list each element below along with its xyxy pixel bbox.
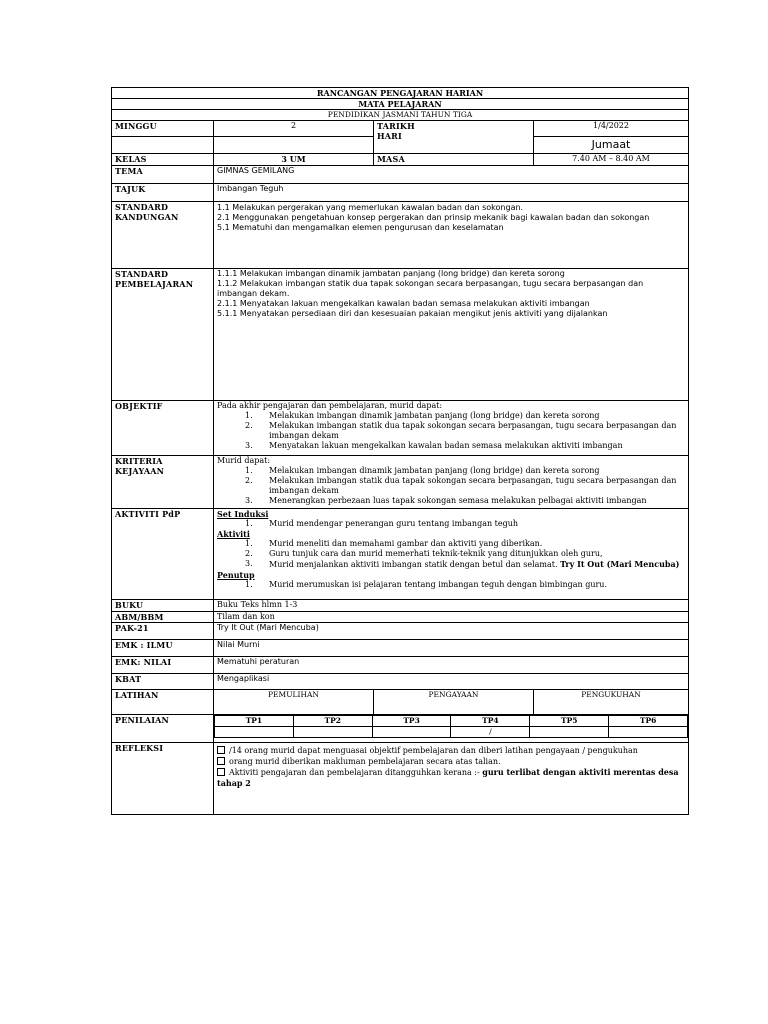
sk-item: 1.1 Melakukan pergerakan yang memerlukan kawalan badan dan sokongan. (217, 203, 524, 212)
emk-nilai-label: EMK: NILAI (112, 657, 214, 674)
minggu-value: 2 (214, 121, 374, 137)
subject-label: MATA PELAJARAN (112, 99, 689, 110)
objektif-label: OBJEKTIF (112, 401, 214, 456)
tarikh-hari-label (374, 121, 534, 154)
buku-value: Buku Teks hlmn 1-3 (214, 600, 689, 612)
list-item: 1. Murid merumuskan isi pelajaran tentang imbangan teguh dengan bimbingan guru. (245, 580, 607, 589)
tajuk-value: Imbangan Teguh (214, 184, 689, 202)
emk-ilmu-value: Nilai Murni (214, 640, 689, 657)
tp-header: TP6 (609, 716, 688, 727)
tp-cell[interactable] (609, 727, 688, 738)
latihan-pengayaan: PENGAYAAN (374, 690, 534, 715)
tp-cell[interactable] (372, 727, 451, 738)
minggu-label: MINGGU (112, 121, 214, 137)
refleksi-content (214, 743, 689, 815)
latihan-pemulihan: PEMULIHAN (214, 690, 374, 715)
tp-header: TP5 (530, 716, 609, 727)
sk-list (214, 202, 689, 269)
sp-item: 5.1.1 Menyatakan persediaan diri dan kesesuaian pakaian mengikut jenis aktiviti yang dijalankan (217, 309, 608, 318)
checkbox[interactable] (217, 768, 225, 776)
list-item: 1. Melakukan imbangan dinamik jambatan panjang (long bridge) dan kereta sorong (245, 466, 600, 475)
latihan-pengukuhan: PENGUKUHAN (534, 690, 689, 715)
sk-label: STANDARD KANDUNGAN (112, 202, 214, 269)
objektif-intro: Pada akhir pengajaran dan pembelajaran, murid dapat: (217, 401, 443, 410)
set-induksi-heading: Set Induksi (217, 509, 269, 519)
tarikh-value: 1/4/2022 (534, 121, 689, 137)
refleksi-line-1: /14 orang murid dapat menguasai objektif pembelajaran dan diberi latihan pengayaan / pengukuhan (217, 745, 685, 756)
list-item: 1. Murid meneliti dan memahami gambar dan aktiviti yang diberikan. (245, 539, 543, 548)
penutup-heading: Penutup (217, 570, 255, 580)
kbat-value: Mengaplikasi (214, 674, 689, 690)
tp-header: TP2 (293, 716, 372, 727)
emk-nilai-value: Mematuhi peraturan (214, 657, 689, 674)
lesson-plan-table (111, 87, 689, 815)
tp-cell[interactable] (530, 727, 609, 738)
tajuk-label: TAJUK (112, 184, 214, 202)
hari-label: HARI (377, 131, 402, 141)
tema-value: GIMNAS GEMILANG (214, 166, 689, 184)
masa-value: 7.40 AM – 8.40 AM (534, 154, 689, 166)
list-item: 1. Murid mendengar penerangan guru tentang imbangan teguh (245, 519, 519, 528)
list-item: 2. Melakukan imbangan statik dua tapak sokongan secara berpasangan, tugu secara berpasangan dan imbangan dekam (245, 421, 677, 440)
sk-item: 5.1 Mematuhi dan mengamalkan elemen pengurusan dan keselamatan (217, 223, 504, 232)
penilaian-grid (214, 715, 689, 743)
refleksi-label: REFLEKSI (112, 743, 214, 815)
aktiviti-label: AKTIVITI PdP (112, 509, 214, 600)
sp-label: STANDARD PEMBELAJARAN (112, 269, 214, 401)
checkbox[interactable] (217, 746, 225, 754)
list-item: 2. Melakukan imbangan statik dua tapak sokongan secara berpasangan, tugu secara berpasangan dan imbangan dekam (245, 476, 677, 495)
objektif-content (214, 401, 689, 456)
emk-ilmu-label: EMK : ILMU (112, 640, 214, 657)
hari-value: Jumaat (534, 137, 689, 154)
sp-item: 2.1.1 Menyatakan lakuan mengekalkan kawalan badan semasa melakukan aktiviti imbangan (217, 299, 590, 308)
latihan-label: LATIHAN (112, 690, 214, 715)
sp-item: 1.1.1 Melakukan imbangan dinamik jambatan panjang (long bridge) dan kereta sorong (217, 269, 565, 278)
kelas-label: KELAS (112, 154, 214, 166)
pak21-label: PAK-21 (112, 623, 214, 640)
sp-list (214, 269, 689, 401)
kelas-value: 3 UM (214, 154, 374, 166)
checkbox[interactable] (217, 757, 225, 765)
buku-label: BUKU (112, 600, 214, 612)
list-item: 3. Murid menjalankan aktiviti imbangan statik dengan betul dan selamat. Try It Out (Mari Mencuba) (245, 559, 680, 569)
tp-header: TP3 (372, 716, 451, 727)
tp-header: TP4 (451, 716, 530, 727)
refleksi-line-2: orang murid diberikan makluman pembelajaran secara atas talian. (217, 756, 685, 767)
penilaian-label: PENILAIAN (112, 715, 214, 743)
sk-item: 2.1 Menggunakan pengetahuan konsep pergerakan dan prinsip mekanik bagi kawalan badan dan sokongan (217, 213, 650, 222)
kbat-label: KBAT (112, 674, 214, 690)
refleksi-line-3: Aktiviti pengajaran dan pembelajaran ditangguhkan kerana :- guru terlibat dengan aktiviti merentas desa tahap 2 (217, 767, 679, 788)
aktiviti-content (214, 509, 689, 600)
list-item: 2. Guru tunjuk cara dan murid memerhati teknik-teknik yang ditunjukkan oleh guru, (245, 549, 603, 558)
tp-header: TP1 (215, 716, 294, 727)
list-item: 1. Melakukan imbangan dinamik jambatan panjang (long bridge) dan kereta sorong (245, 411, 600, 420)
kriteria-label: KRITERIA KEJAYAAN (112, 456, 214, 509)
plan-title: RANCANGAN PENGAJARAN HARIAN (112, 88, 689, 99)
tp-cell[interactable] (293, 727, 372, 738)
tp-cell[interactable]: / (451, 727, 530, 738)
kriteria-intro: Murid dapat: (217, 456, 271, 465)
kriteria-content (214, 456, 689, 509)
try-it-out-bold: Try It Out (Mari Mencuba) (560, 559, 680, 569)
abm-label: ABM/BBM (112, 612, 214, 623)
list-item: 3. Menerangkan perbezaan luas tapak sokongan semasa melakukan pelbagai aktiviti imbangan (245, 496, 647, 505)
masa-label: MASA (374, 154, 534, 166)
tarikh-label: TARIKH (377, 121, 415, 131)
list-item: 3. Menyatakan lakuan mengekalkan kawalan badan semasa melakukan aktiviti imbangan (245, 441, 623, 450)
sp-item: 1.1.2 Melakukan imbangan statik dua tapak sokongan secara berpasangan, tugu secara berpasangan dan imbangan dekam. (217, 279, 644, 298)
pak21-value: Try It Out (Mari Mencuba) (214, 623, 689, 640)
subject-name: PENDIDIKAN JASMANI TAHUN TIGA (112, 110, 689, 121)
aktiviti-heading: Aktiviti (217, 529, 250, 539)
tema-label: TEMA (112, 166, 214, 184)
tp-cell[interactable] (215, 727, 294, 738)
abm-value: Tilam dan kon (214, 612, 689, 623)
